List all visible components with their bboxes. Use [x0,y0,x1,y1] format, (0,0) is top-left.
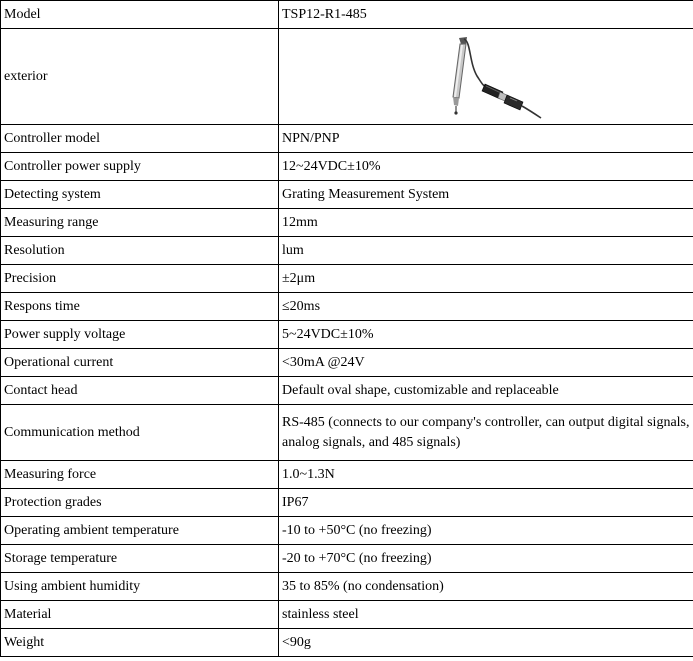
spec-label: Weight [1,629,279,657]
spec-label: exterior [1,29,279,125]
spec-row-storage-temperature [1,545,693,573]
spec-value: stainless steel [279,601,693,629]
spec-value: -10 to +50°C (no freezing) [279,517,693,545]
spec-value: -20 to +70°C (no freezing) [279,545,693,573]
spec-value: TSP12-R1-485 [279,1,693,29]
spec-row-protection-grades [1,489,693,517]
spec-value: lum [279,237,693,265]
spec-label: Power supply voltage [1,321,279,349]
spec-label: Precision [1,265,279,293]
spec-value: 1.0~1.3N [279,461,693,489]
spec-value: NPN/PNP [279,125,693,153]
spec-value: <90g [279,629,693,657]
spec-value: 5~24VDC±10% [279,321,693,349]
spec-row-ambient-humidity [1,573,693,601]
spec-label: Measuring range [1,209,279,237]
spec-row-exterior [1,29,693,125]
spec-value: RS-485 (connects to our company's controller, can output digital signals, analog signals, and 485 signals) [279,405,693,461]
spec-label: Protection grades [1,489,279,517]
spec-label: Communication method [1,405,279,461]
spec-row-material [1,601,693,629]
spec-value: Grating Measurement System [279,181,693,209]
spec-label: Using ambient humidity [1,573,279,601]
spec-row-measuring-force [1,461,693,489]
spec-label: Operational current [1,349,279,377]
spec-value-image-cell [279,29,693,125]
spec-label: Measuring force [1,461,279,489]
spec-label: Operating ambient temperature [1,517,279,545]
spec-row-detecting-system [1,181,693,209]
spec-row-measuring-range [1,209,693,237]
displacement-sensor-probe-image [437,32,547,122]
spec-value: ±2μm [279,265,693,293]
spec-label: Model [1,1,279,29]
spec-value: <30mA @24V [279,349,693,377]
spec-row-operational-current [1,349,693,377]
spec-value: ≤20ms [279,293,693,321]
spec-value: IP67 [279,489,693,517]
spec-row-communication-method [1,405,693,461]
spec-row-controller-model [1,125,693,153]
spec-label: Controller power supply [1,153,279,181]
spec-row-model [1,1,693,29]
spec-value: 12~24VDC±10% [279,153,693,181]
spec-row-controller-power-supply [1,153,693,181]
spec-row-response-time [1,293,693,321]
spec-label: Resolution [1,237,279,265]
spec-row-operating-ambient-temperature [1,517,693,545]
spec-row-weight [1,629,693,657]
spec-label: Respons time [1,293,279,321]
spec-row-power-supply-voltage [1,321,693,349]
spec-value: 12mm [279,209,693,237]
spec-value: 35 to 85% (no condensation) [279,573,693,601]
spec-label: Material [1,601,279,629]
spec-row-resolution [1,237,693,265]
spec-label: Controller model [1,125,279,153]
spec-row-precision [1,265,693,293]
spec-label: Contact head [1,377,279,405]
spec-row-contact-head [1,377,693,405]
spec-label: Storage temperature [1,545,279,573]
spec-label: Detecting system [1,181,279,209]
spec-value: Default oval shape, customizable and replaceable [279,377,693,405]
